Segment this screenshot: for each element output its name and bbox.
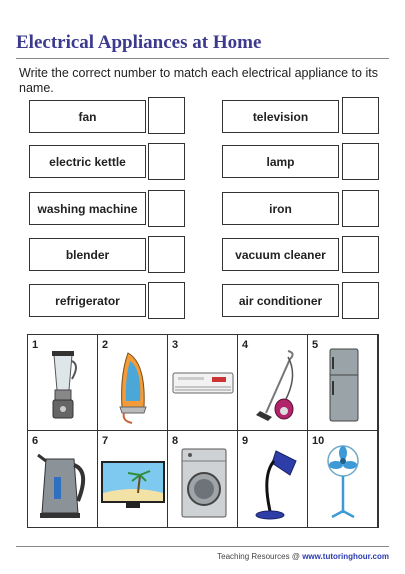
picture-cell-4: [238, 335, 308, 431]
picture-number: 6: [32, 435, 39, 447]
washing-machine-icon: [168, 431, 238, 527]
television-icon: [98, 431, 168, 527]
footer-divider: [16, 546, 389, 547]
picture-number: 10: [312, 435, 325, 447]
answer-box-refrigerator[interactable]: [148, 282, 185, 319]
footer-link[interactable]: www.tutoringhour.com: [302, 552, 389, 561]
picture-grid: [27, 334, 379, 528]
footer-label: Teaching Resources @: [217, 552, 300, 561]
picture-number: 8: [172, 435, 179, 447]
title-divider: [16, 58, 389, 59]
answer-box-fan[interactable]: [148, 97, 185, 134]
page-title: Electrical Appliances at Home: [16, 32, 262, 53]
picture-cell-6: [28, 431, 98, 527]
name-box-television: television: [222, 100, 339, 133]
answer-box-electric-kettle[interactable]: [148, 143, 185, 180]
picture-cell-1: [28, 335, 98, 431]
picture-number: 4: [242, 339, 249, 351]
picture-number: 5: [312, 339, 319, 351]
name-box-electric-kettle: electric kettle: [29, 145, 146, 178]
name-box-refrigerator: refrigerator: [29, 284, 146, 317]
picture-cell-7: [98, 431, 168, 527]
answer-box-washing-machine[interactable]: [148, 190, 185, 227]
name-box-lamp: lamp: [222, 145, 339, 178]
picture-number: 7: [102, 435, 109, 447]
picture-number: 9: [242, 435, 249, 447]
lamp-icon: [238, 431, 308, 527]
name-box-vacuum-cleaner: vacuum cleaner: [222, 238, 339, 271]
name-box-blender: blender: [29, 238, 146, 271]
instruction-text: Write the correct number to match each electrical appliance to its name.: [19, 66, 378, 95]
answer-box-iron[interactable]: [342, 190, 379, 227]
picture-number: 3: [172, 339, 179, 351]
vacuum-cleaner-icon: [238, 335, 308, 431]
blender-icon: [28, 335, 98, 431]
picture-cell-8: [168, 431, 238, 527]
name-box-fan: fan: [29, 100, 146, 133]
picture-cell-3: [168, 335, 238, 431]
name-box-iron: iron: [222, 192, 339, 225]
picture-cell-2: [98, 335, 168, 431]
refrigerator-icon: [308, 335, 378, 431]
picture-cell-10: [308, 431, 378, 527]
name-box-air-conditioner: air conditioner: [222, 284, 339, 317]
footer: [217, 552, 389, 561]
answer-box-vacuum-cleaner[interactable]: [342, 236, 379, 273]
picture-cell-5: [308, 335, 378, 431]
answer-box-television[interactable]: [342, 97, 379, 134]
name-box-washing-machine: washing machine: [29, 192, 146, 225]
picture-number: 1: [32, 339, 39, 351]
answer-box-lamp[interactable]: [342, 143, 379, 180]
fan-icon: [308, 431, 378, 527]
picture-number: 2: [102, 339, 109, 351]
iron-icon: [98, 335, 168, 431]
answer-box-air-conditioner[interactable]: [342, 282, 379, 319]
answer-box-blender[interactable]: [148, 236, 185, 273]
electric-kettle-icon: [28, 431, 98, 527]
picture-cell-9: [238, 431, 308, 527]
air-conditioner-icon: [168, 335, 238, 431]
